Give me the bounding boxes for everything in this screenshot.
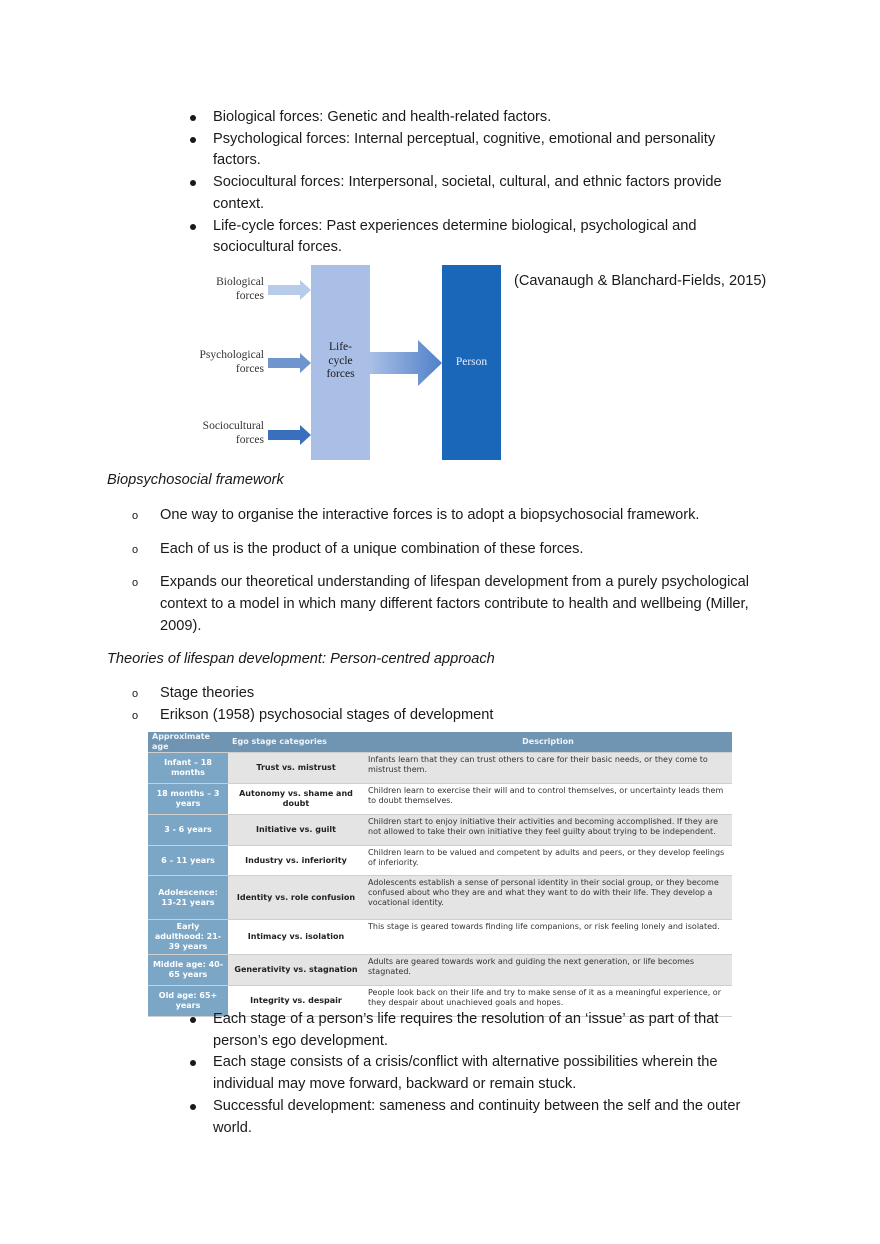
psychological-forces-label: Psychological forces xyxy=(199,349,264,375)
person-box xyxy=(442,265,501,460)
table-row xyxy=(148,815,732,846)
age-cell: 18 months – 3 years xyxy=(148,784,228,815)
age-cell: Early adulthood: 21-39 years xyxy=(148,920,228,955)
bullet-text: Biological forces: Genetic and health-related factors. xyxy=(213,109,552,125)
category-cell: Trust vs. mistrust xyxy=(228,753,364,784)
biological-forces-label: Biological forces xyxy=(216,276,264,302)
list-item xyxy=(186,107,756,129)
lifecycle-line3: forces xyxy=(326,368,355,380)
bullet-text: Each stage of a person’s life requires the resolution of an ‘issue’ as part of that person’s ego development. xyxy=(213,1011,719,1049)
section2-list xyxy=(107,683,772,726)
section1-list xyxy=(107,505,772,638)
sociocultural-forces-label: Sociocultural forces xyxy=(202,420,264,446)
list-item xyxy=(186,172,756,215)
table-row xyxy=(148,920,732,955)
category-cell: Industry vs. inferiority xyxy=(228,846,364,876)
lifecycle-line2: cycle xyxy=(328,354,353,367)
category-cell: Intimacy vs. isolation xyxy=(228,920,364,955)
age-cell: Middle age: 40-65 years xyxy=(148,955,228,986)
erikson-bullet-list xyxy=(186,1009,761,1139)
psychological-arrow-icon xyxy=(268,353,311,373)
description-cell: Children start to enjoy initiative their activities and becoming accomplished. If they are not allowed to take their own initiative they feel guilty about trying to be independent. xyxy=(364,815,732,846)
list-item: o Expands our theoretical understanding of lifespan development from a purely psychological context to a model in which many different factors contribute to health and wellbeing (Miller, 2009). xyxy=(132,574,749,634)
bullet-text: Each stage consists of a crisis/conflict with alternative possibilities wherein the individual may move forward, backward or remain stuck. xyxy=(213,1054,718,1093)
description-cell: Children learn to exercise their will and to control themselves, or uncertainty leads them to doubt themselves. xyxy=(364,784,732,815)
age-cell: Infant – 18 months xyxy=(148,753,228,784)
list-item: o Erikson (1958) psychosocial stages of development xyxy=(132,706,494,723)
category-cell: Integrity vs. despair xyxy=(228,986,364,1017)
list-item: o One way to organise the interactive forces is to adopt a biopsychosocial framework. xyxy=(132,507,700,523)
bullet-text: Psychological forces: Internal perceptual, cognitive, emotional and personality factors. xyxy=(213,130,716,169)
category-cell: Identity vs. role confusion xyxy=(228,876,364,920)
age-cell: 3 - 6 years xyxy=(148,815,228,846)
section-heading: Biopsychosocial framework xyxy=(107,472,284,488)
list-item xyxy=(186,216,756,259)
description-cell: People look back on their life and try to make sense of it as a meaningful experience, or they despair about unachieved goals and hopes. xyxy=(364,986,732,1017)
age-cell: 6 – 11 years xyxy=(148,846,228,876)
main-arrow-icon xyxy=(370,340,442,386)
category-cell: Autonomy vs. shame and doubt xyxy=(228,784,364,815)
list-item xyxy=(186,1052,761,1095)
sociocultural-arrow-icon xyxy=(268,425,311,445)
bullet-text: Sociocultural forces: Interpersonal, societal, cultural, and ethnic factors provide context. xyxy=(213,174,722,212)
description-cell: This stage is geared towards finding life companions, or risk feeling lonely and isolated. xyxy=(364,920,732,955)
biological-arrow-icon xyxy=(268,280,311,300)
list-item: o Stage theories xyxy=(132,685,255,701)
table-row xyxy=(148,955,732,986)
table-row xyxy=(148,846,732,876)
category-cell: Initiative vs. guilt xyxy=(228,815,364,846)
bullet-text: Successful development: sameness and continuity between the self and the outer world. xyxy=(213,1097,741,1136)
description-cell: Adults are geared towards work and guiding the next generation, or life becomes stagnated. xyxy=(364,955,732,986)
table-row xyxy=(148,876,732,920)
forces-bullet-list xyxy=(186,107,756,259)
description-cell: Adolescents establish a sense of personal identity in their social group, or they become confused about who they are and what they want to do with their life. They develop a vocational identity. xyxy=(364,876,732,920)
description-cell: Children learn to be valued and competent by adults and peers, or they develop feelings of inferiority. xyxy=(364,846,732,876)
age-cell: Adolescence: 13-21 years xyxy=(148,876,228,920)
list-item xyxy=(186,1096,761,1139)
column-header: Description xyxy=(364,732,732,753)
lifecycle-line1: Life- xyxy=(329,341,352,353)
diagram-citation: (Cavanaugh & Blanchard-Fields, 2015) xyxy=(514,273,767,289)
section-heading: Theories of lifespan development: Person-centred approach xyxy=(107,651,495,667)
age-cell: Old age: 65+ years xyxy=(148,986,228,1017)
bullet-text: Life-cycle forces: Past experiences determine biological, psychological and sociocultural forces. xyxy=(213,217,697,256)
table-row xyxy=(148,784,732,815)
lifecycle-forces-box xyxy=(311,265,370,460)
table-row xyxy=(148,753,732,784)
person-label: Person xyxy=(455,356,488,368)
list-item: o Each of us is the product of a unique combination of these forces. xyxy=(132,540,584,557)
forces-diagram xyxy=(180,265,510,461)
table-header-row xyxy=(148,732,732,753)
list-item xyxy=(186,1009,761,1052)
erikson-stages-table xyxy=(148,732,732,1017)
column-header: Ego stage categories xyxy=(228,732,364,753)
category-cell: Generativity vs. stagnation xyxy=(228,955,364,986)
column-header: Approximate age xyxy=(148,732,228,753)
description-cell: Infants learn that they can trust others to care for their basic needs, or they come to mistrust them. xyxy=(364,753,732,784)
list-item xyxy=(186,129,756,172)
